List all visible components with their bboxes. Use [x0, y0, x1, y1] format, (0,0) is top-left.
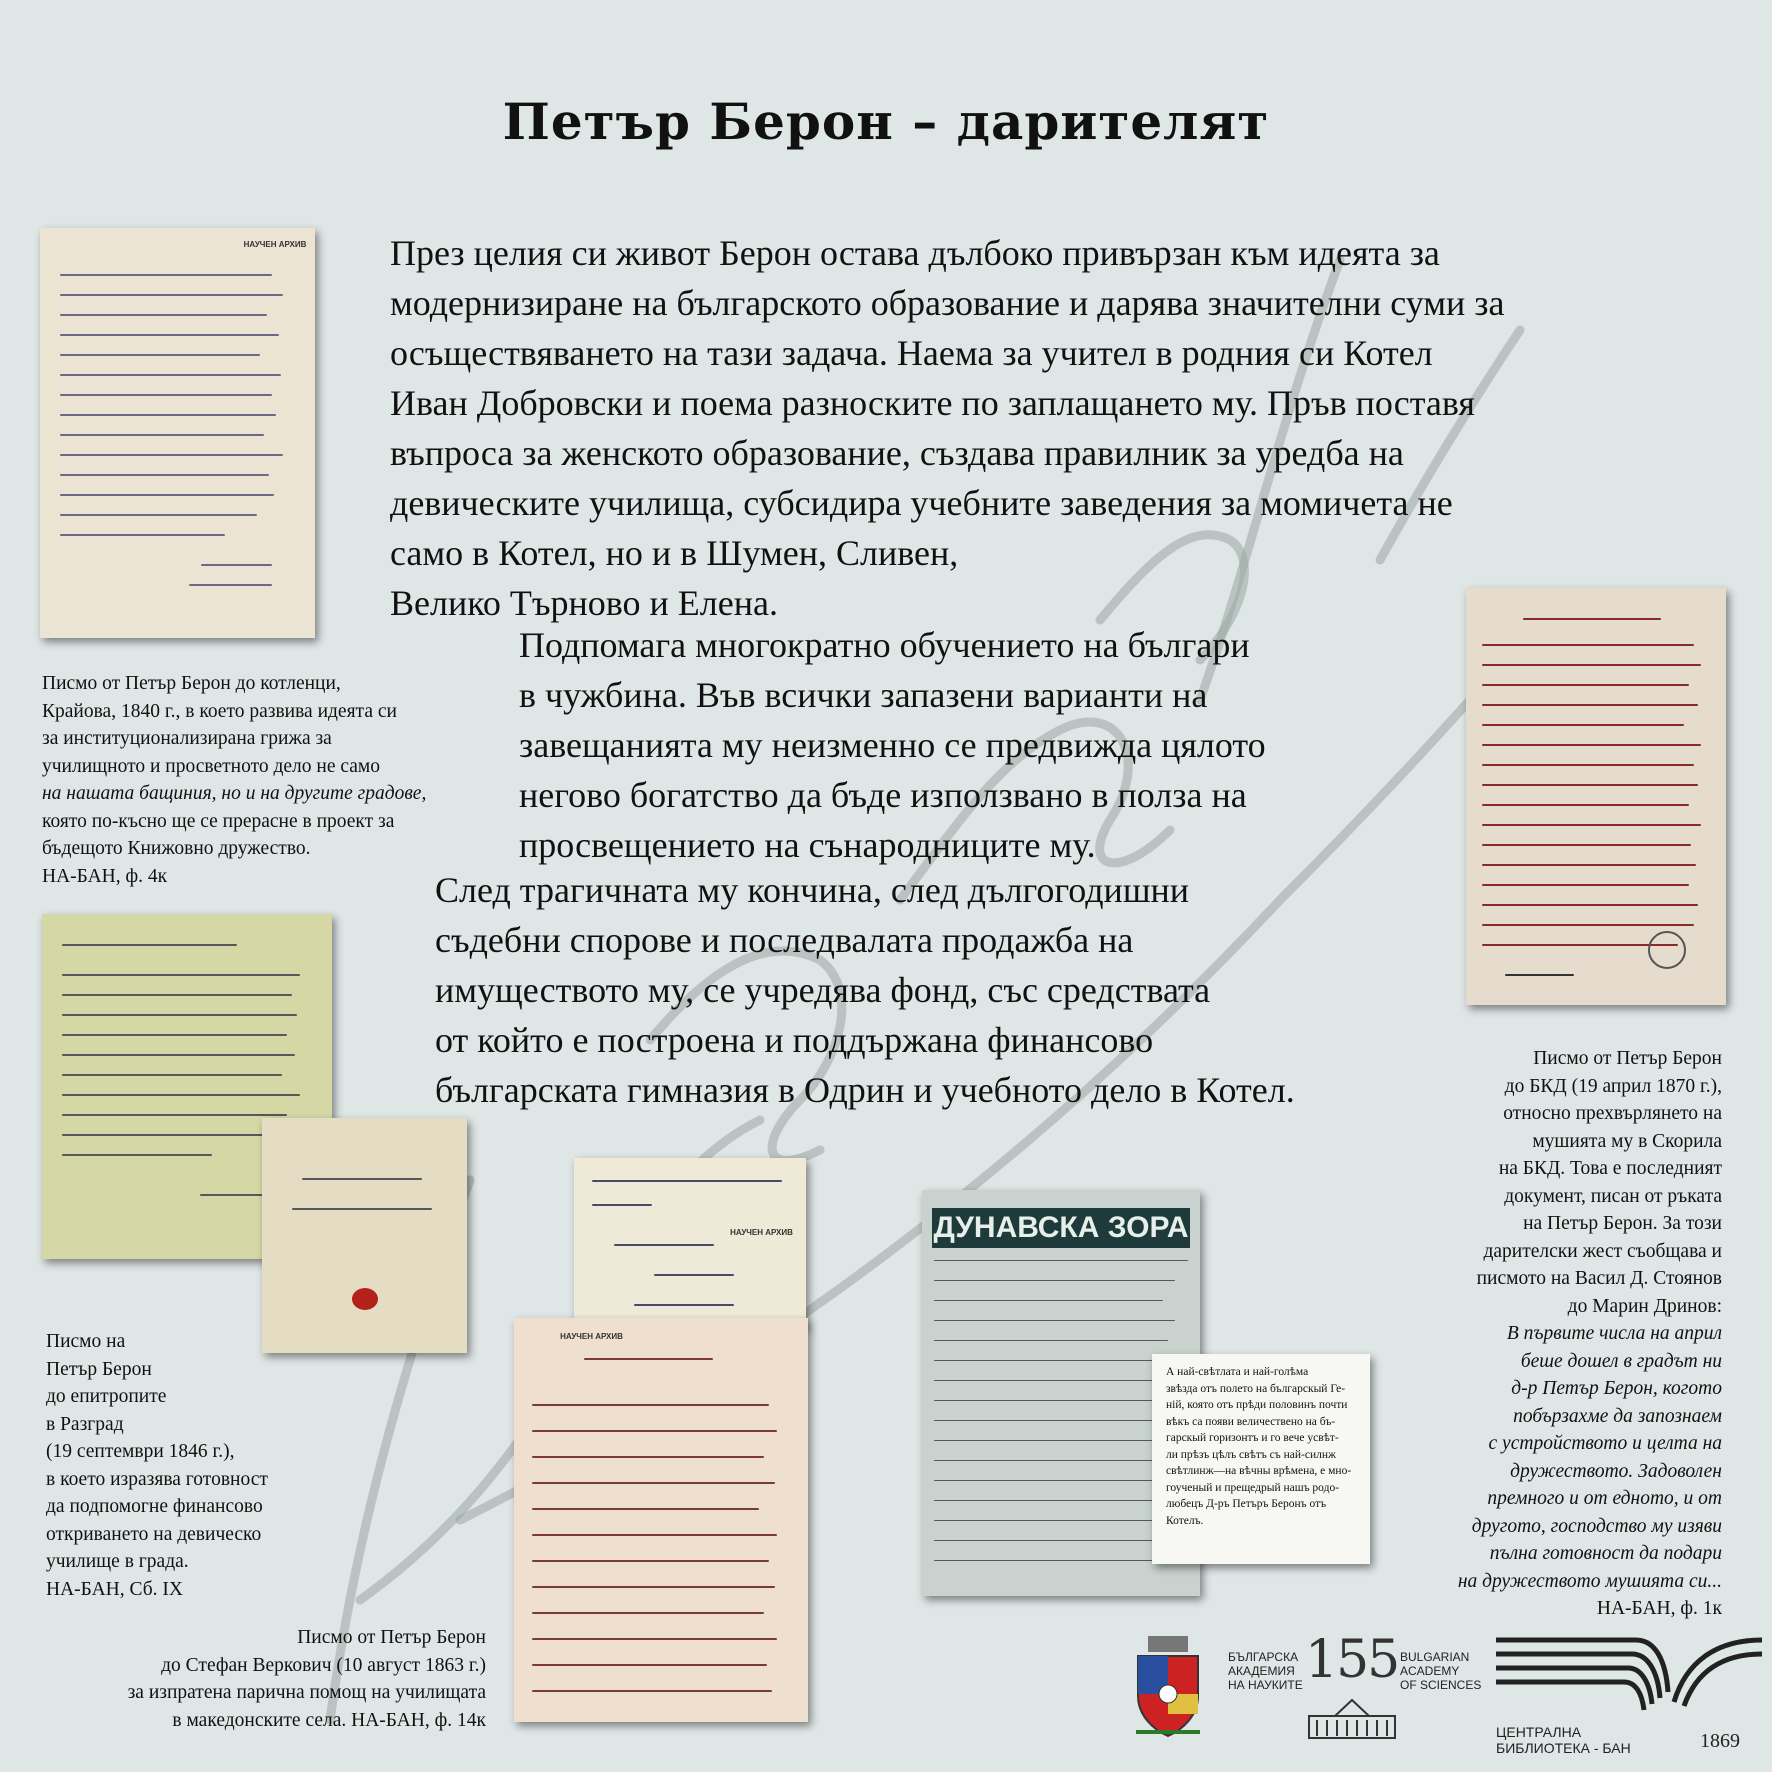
caption-line: мушията му в Скорила: [1532, 1130, 1722, 1152]
open-book-icon: [1496, 1632, 1766, 1718]
text-line: съдебни спорове и последвалата продажба на: [435, 920, 1134, 960]
caption-line: до Стефан Веркович (10 август 1863 г.): [161, 1654, 486, 1676]
caption-line: да подпомогне финансово: [46, 1496, 263, 1517]
caption-line: НА-БАН, ф. 1к: [1596, 1598, 1722, 1619]
wax-seal: [352, 1288, 378, 1310]
newspaper-clipping: [1152, 1354, 1370, 1564]
caption-line: училище в града.: [46, 1551, 189, 1572]
text-line: девическите училища, субсидира учебните заведения за момичета не: [390, 483, 1453, 523]
caption-line: документ, писан от ръката: [1504, 1185, 1722, 1207]
caption-letter-1846: [46, 1328, 268, 1603]
text-line: само в Котел, но и в Шумен, Сливен,: [390, 533, 959, 573]
caption-line: до епитропите: [46, 1386, 167, 1407]
clipping-line: А най-свѣтлата и най-голѣма: [1166, 1366, 1309, 1378]
text-line: След трагичната му кончина, след дългогодишни: [435, 870, 1190, 910]
caption-letter-1863: [100, 1624, 486, 1734]
text-line: завещанията му неизменно се предвижда цялото: [519, 725, 1266, 765]
caption-quote-line: В първите числа на април: [1506, 1323, 1722, 1344]
letter-1870-image: [1466, 588, 1726, 1005]
clipping-line: свѣтлинж—на вѣчны врѣмена, е мно-: [1166, 1465, 1352, 1477]
text-line: модернизиране на българското образование и дарява значителни суми за: [390, 283, 1505, 323]
academy-building-icon: [1305, 1696, 1399, 1742]
text-line: негово богатство да бъде използвано в полза на: [519, 775, 1247, 815]
bas-name-en-line: OF SCIENCES: [1400, 1678, 1482, 1692]
page-title: Петър Берон – дарителят: [502, 92, 1270, 151]
newspaper-masthead: ДУНАВСКА ЗОРА: [932, 1208, 1190, 1248]
bas-name-line: БЪЛГАРСКА: [1228, 1650, 1299, 1664]
clipping-line: гарскый горизонтъ и го вече усвѣт-: [1166, 1432, 1339, 1444]
caption-quote-line: с устройството и целта на: [1488, 1433, 1722, 1454]
caption-line: НА-БАН, ф. 4к: [42, 865, 168, 887]
letter-1863-page-back: [574, 1158, 806, 1328]
logos-footer: [1100, 1630, 1760, 1760]
letter-1863-page-front: [514, 1318, 808, 1722]
caption-line: в македонските села. НА-БАН, ф. 14к: [172, 1709, 486, 1731]
caption-line: на Петър Берон. За този: [1523, 1213, 1722, 1234]
caption-quote-line: пълна готовност да подари: [1489, 1543, 1722, 1564]
clipping-line: Котелъ.: [1166, 1514, 1204, 1527]
caption-letter-1840: [42, 670, 426, 890]
caption-line: Писмо на: [46, 1331, 126, 1352]
caption-quote-line: дружеството. Задоволен: [1510, 1460, 1722, 1482]
caption-quote-line: беше дошел в градът ни: [1520, 1350, 1722, 1372]
caption-line: до Марин Дринов:: [1567, 1295, 1722, 1317]
clipping-line: звѣзда отъ полето на българскый Ге-: [1166, 1382, 1346, 1395]
caption-quote-line: на дружеството мушията си...: [1457, 1570, 1722, 1592]
caption-line: писмото на Васил Д. Стоянов: [1476, 1268, 1722, 1289]
archive-stamp: НАУЧЕН АРХИВ: [730, 1228, 793, 1237]
caption-line: за институционализирана грижа за: [42, 728, 332, 749]
caption-line: Крайова, 1840 г., в което развива идеята си: [42, 700, 397, 722]
clipping-line: вѣкъ са появи величествено на бъ-: [1166, 1415, 1336, 1428]
text-line: имуществото му, се учредява фонд, със средствата: [435, 970, 1211, 1010]
caption-quote-line: другото, господство му изяви: [1471, 1515, 1722, 1537]
caption-line: относно прехвърлянето на: [1503, 1103, 1722, 1124]
bas-name-line: АКАДЕМИЯ: [1228, 1664, 1295, 1678]
caption-quote-line: премного и от едното, и от: [1487, 1488, 1722, 1509]
caption-quote-line: д-р Петър Берон, когото: [1511, 1378, 1722, 1399]
library-name-line: ЦЕНТРАЛНА: [1496, 1724, 1582, 1740]
caption-line: която по-късно ще се прерасне в проект за: [42, 810, 395, 832]
education-abroad-paragraph: [519, 620, 1266, 870]
caption-line: бъдещото Книжовно дружество.: [42, 838, 311, 859]
bas-name-en-line: ACADEMY: [1400, 1664, 1460, 1678]
caption-line: дарителски жест съобщава и: [1483, 1240, 1722, 1262]
text-line: Иван Добровски и поема разноските по заплащането му. Пръв поставя: [390, 383, 1475, 423]
stamp-seal: [1648, 931, 1686, 969]
clipping-line: любецъ Д-ръ Петъръ Беронъ отъ: [1166, 1498, 1327, 1510]
archive-stamp: НАУЧЕН АРХИВ: [243, 240, 307, 249]
anniversary-number: 155: [1305, 1630, 1399, 1690]
text-line: просвещението на сънародниците му.: [519, 825, 1096, 865]
text-line: Велико Търново и Елена.: [390, 583, 778, 623]
text-line: осъществяването на тази задача. Наема за учител в родния си Котел: [390, 333, 1433, 373]
caption-quote: на нашата бащиния, но и на другите градове,: [42, 783, 427, 804]
archive-stamp: НАУЧЕН АРХИВ: [560, 1332, 623, 1341]
text-line: от който е построена и поддържана финансово: [435, 1020, 1154, 1060]
letter-1846-envelope: [262, 1118, 467, 1353]
caption-line: (19 септември 1846 г.),: [46, 1441, 235, 1462]
letter-1840-image: [40, 228, 315, 638]
caption-line: откриването на девическо: [46, 1523, 262, 1545]
library-founding-year: 1869: [1700, 1730, 1740, 1752]
caption-line: в което изразява готовност: [46, 1468, 268, 1490]
bas-name-en-line: BULGARIAN: [1400, 1650, 1470, 1664]
caption-line: Писмо от Петър Берон до котленци,: [42, 673, 341, 694]
text-line: в чужбина. Във всички запазени варианти на: [519, 675, 1208, 715]
caption-line: Петър Берон: [46, 1358, 152, 1380]
caption-line: НА-БАН, Сб. IX: [46, 1578, 184, 1600]
clipping-line: гоученый и прещедрый нашъ родо-: [1166, 1481, 1340, 1494]
caption-quote-line: побързахме да запознаем: [1513, 1405, 1722, 1427]
library-name-line: БИБЛИОТЕКА - БАН: [1496, 1740, 1631, 1756]
text-line: През целия си живот Берон остава дълбоко привързан към идеята за: [390, 233, 1440, 273]
fund-paragraph: [435, 865, 1295, 1115]
bas-name-line: НА НАУКИТЕ: [1228, 1678, 1303, 1692]
caption-line: за изпратена парична помощ на училищата: [127, 1682, 486, 1703]
caption-line: Писмо от Петър Берон: [297, 1627, 486, 1648]
caption-line: Писмо от Петър Берон: [1533, 1048, 1722, 1069]
clipping-line: ли прѣзъ цѣлъ свѣтъ съ най-силнж: [1166, 1448, 1336, 1461]
text-line: българската гимназия в Одрин и учебното дело в Котел.: [435, 1070, 1295, 1110]
text-line: Подпомага многократно обучението на българи: [519, 625, 1250, 665]
text-line: въпроса за женското образование, създава правилник за уредба на: [390, 433, 1404, 473]
caption-line: в Разград: [46, 1413, 124, 1435]
caption-line: на БКД. Това е последният: [1498, 1158, 1722, 1179]
intro-paragraph: [390, 228, 1505, 628]
caption-line: училищното и просветното дело не само: [42, 755, 381, 777]
clipping-line: ній, която отъ прѣди половинъ почти: [1166, 1399, 1348, 1411]
sofia-coat-of-arms-icon: [1130, 1636, 1206, 1740]
caption-line: до БКД (19 април 1870 г.),: [1504, 1075, 1722, 1097]
caption-letter-1870: [1400, 1045, 1722, 1623]
